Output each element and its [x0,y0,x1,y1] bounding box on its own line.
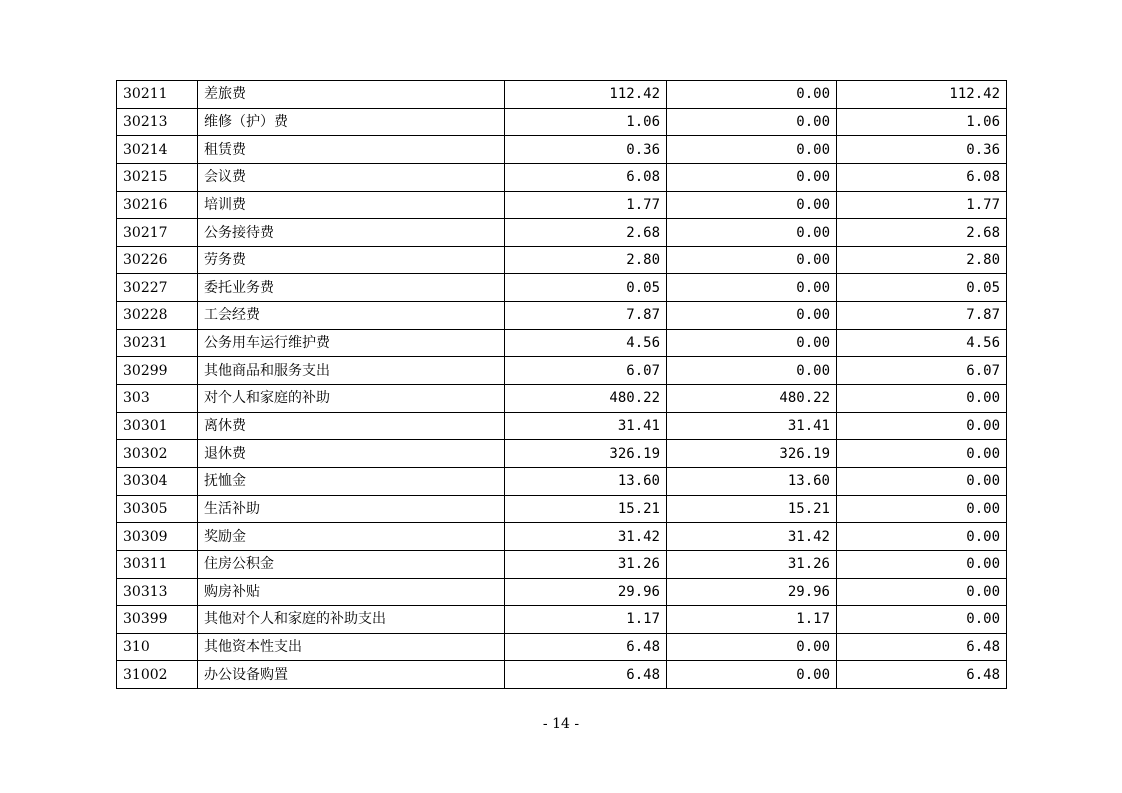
cell-code: 30313 [117,578,198,606]
cell-project: 0.05 [837,274,1007,302]
cell-code: 303 [117,385,198,413]
table-row [117,274,1007,302]
table-row [117,219,1007,247]
cell-name: 其他商品和服务支出 [198,357,505,385]
cell-basic: 480.22 [667,385,837,413]
table-body [117,81,1007,689]
cell-code: 30231 [117,329,198,357]
cell-name: 公务用车运行维护费 [198,329,505,357]
cell-total: 15.21 [505,495,667,523]
cell-code: 30399 [117,606,198,634]
cell-code: 30211 [117,81,198,109]
cell-name: 工会经费 [198,302,505,330]
cell-project: 0.00 [837,385,1007,413]
cell-code: 31002 [117,661,198,689]
table-row [117,329,1007,357]
cell-basic: 0.00 [667,274,837,302]
cell-total: 29.96 [505,578,667,606]
table-row [117,412,1007,440]
table-row [117,495,1007,523]
cell-code: 30214 [117,136,198,164]
cell-total: 112.42 [505,81,667,109]
cell-basic: 0.00 [667,81,837,109]
cell-total: 31.41 [505,412,667,440]
cell-total: 1.17 [505,606,667,634]
table-row [117,163,1007,191]
cell-name: 退休费 [198,440,505,468]
cell-project: 0.00 [837,412,1007,440]
cell-name: 对个人和家庭的补助 [198,385,505,413]
cell-total: 6.07 [505,357,667,385]
cell-project: 6.48 [837,661,1007,689]
cell-code: 30213 [117,108,198,136]
table-row [117,385,1007,413]
cell-basic: 0.00 [667,219,837,247]
cell-basic: 31.41 [667,412,837,440]
cell-project: 0.00 [837,440,1007,468]
cell-name: 培训费 [198,191,505,219]
cell-name: 差旅费 [198,81,505,109]
cell-basic: 1.17 [667,606,837,634]
cell-project: 6.48 [837,633,1007,661]
cell-code: 30228 [117,302,198,330]
table-row [117,523,1007,551]
cell-total: 0.05 [505,274,667,302]
table-row [117,661,1007,689]
cell-code: 30311 [117,550,198,578]
cell-basic: 0.00 [667,357,837,385]
cell-project: 2.68 [837,219,1007,247]
cell-name: 其他资本性支出 [198,633,505,661]
cell-basic: 0.00 [667,163,837,191]
table-row [117,108,1007,136]
cell-name: 生活补助 [198,495,505,523]
cell-project: 1.06 [837,108,1007,136]
cell-basic: 0.00 [667,329,837,357]
cell-name: 住房公积金 [198,550,505,578]
cell-total: 1.77 [505,191,667,219]
table-row [117,578,1007,606]
cell-basic: 29.96 [667,578,837,606]
cell-basic: 0.00 [667,302,837,330]
cell-project: 0.36 [837,136,1007,164]
cell-project: 7.87 [837,302,1007,330]
cell-basic: 15.21 [667,495,837,523]
table-row [117,606,1007,634]
cell-total: 1.06 [505,108,667,136]
cell-total: 480.22 [505,385,667,413]
cell-name: 会议费 [198,163,505,191]
cell-project: 6.07 [837,357,1007,385]
cell-code: 30309 [117,523,198,551]
cell-name: 维修（护）费 [198,108,505,136]
cell-project: 0.00 [837,550,1007,578]
page-number: - 14 - [542,716,580,732]
cell-project: 2.80 [837,246,1007,274]
cell-code: 30302 [117,440,198,468]
cell-name: 奖励金 [198,523,505,551]
table-row [117,136,1007,164]
cell-total: 6.08 [505,163,667,191]
cell-basic: 0.00 [667,191,837,219]
cell-name: 离休费 [198,412,505,440]
cell-basic: 0.00 [667,136,837,164]
cell-name: 抚恤金 [198,467,505,495]
cell-basic: 0.00 [667,108,837,136]
table-row [117,633,1007,661]
cell-total: 31.26 [505,550,667,578]
cell-project: 0.00 [837,578,1007,606]
cell-total: 6.48 [505,661,667,689]
table-row [117,191,1007,219]
cell-basic: 0.00 [667,246,837,274]
cell-basic: 0.00 [667,661,837,689]
cell-basic: 13.60 [667,467,837,495]
cell-project: 0.00 [837,467,1007,495]
table-row [117,302,1007,330]
cell-name: 公务接待费 [198,219,505,247]
cell-total: 2.68 [505,219,667,247]
cell-total: 6.48 [505,633,667,661]
cell-project: 112.42 [837,81,1007,109]
cell-name: 委托业务费 [198,274,505,302]
cell-code: 30304 [117,467,198,495]
cell-project: 0.00 [837,523,1007,551]
cell-basic: 31.26 [667,550,837,578]
cell-total: 7.87 [505,302,667,330]
cell-basic: 326.19 [667,440,837,468]
cell-total: 2.80 [505,246,667,274]
cell-code: 30217 [117,219,198,247]
expenditure-table [116,80,1007,689]
cell-name: 办公设备购置 [198,661,505,689]
cell-total: 326.19 [505,440,667,468]
cell-name: 购房补贴 [198,578,505,606]
cell-code: 30215 [117,163,198,191]
table-row [117,81,1007,109]
cell-code: 30216 [117,191,198,219]
table-row [117,467,1007,495]
cell-name: 其他对个人和家庭的补助支出 [198,606,505,634]
cell-code: 30301 [117,412,198,440]
cell-project: 0.00 [837,606,1007,634]
cell-total: 31.42 [505,523,667,551]
cell-name: 劳务费 [198,246,505,274]
table-row [117,357,1007,385]
cell-project: 0.00 [837,495,1007,523]
cell-basic: 31.42 [667,523,837,551]
cell-project: 1.77 [837,191,1007,219]
cell-project: 6.08 [837,163,1007,191]
cell-project: 4.56 [837,329,1007,357]
cell-code: 30226 [117,246,198,274]
table-row [117,550,1007,578]
cell-total: 13.60 [505,467,667,495]
table-row [117,440,1007,468]
cell-name: 租赁费 [198,136,505,164]
cell-total: 4.56 [505,329,667,357]
cell-code: 30299 [117,357,198,385]
cell-code: 30227 [117,274,198,302]
cell-code: 30305 [117,495,198,523]
table-row [117,246,1007,274]
cell-code: 310 [117,633,198,661]
cell-basic: 0.00 [667,633,837,661]
cell-total: 0.36 [505,136,667,164]
